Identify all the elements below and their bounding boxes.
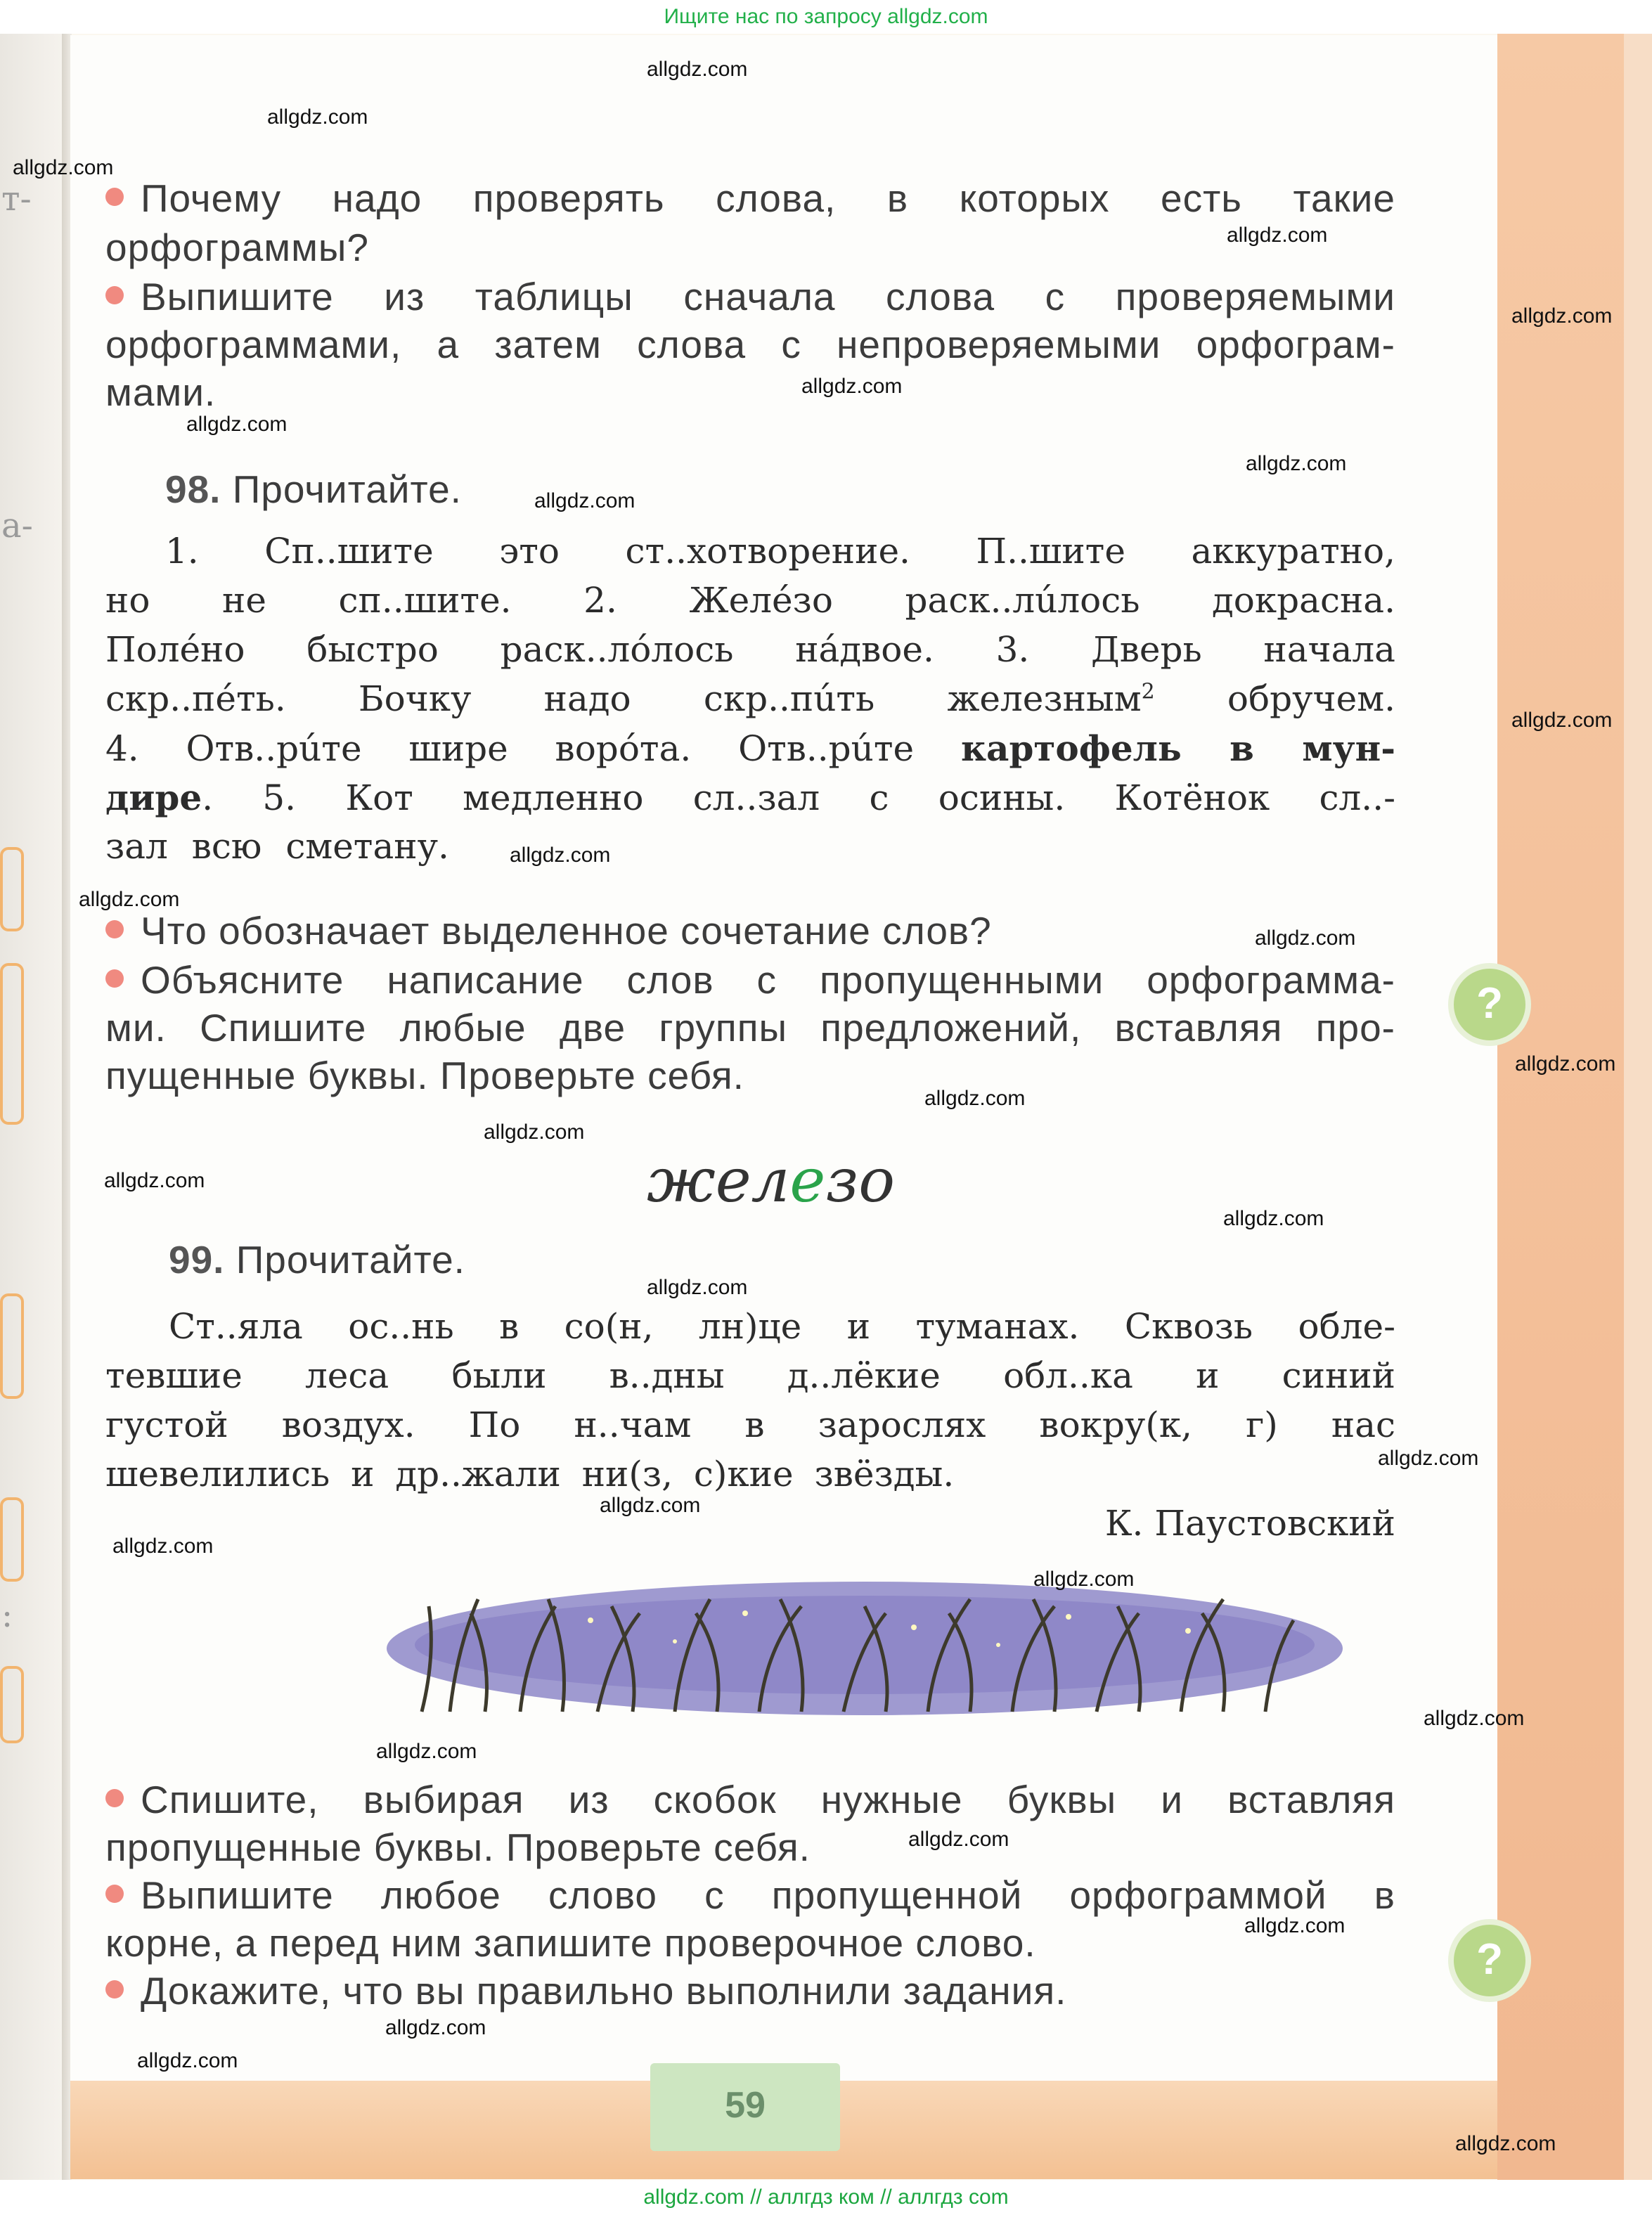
- bullet-icon: [105, 188, 124, 206]
- ex98-line: 4. Отв..рúте шире ворóта. Отв..рúте картофель в мун-: [105, 728, 1395, 769]
- question-icon: ?: [1448, 1919, 1531, 2002]
- ex99-bullet-2-cont: корне, а перед ним запишите проверочное слово.: [105, 1921, 1036, 1965]
- left-edge-fragment: т-: [1, 179, 32, 219]
- ex99-line: шевелились и др..жали ни(з, с)кие звёзды.: [105, 1454, 955, 1494]
- watermark[interactable]: allgdz.com: [1378, 1447, 1479, 1470]
- ex98-line: но не сп..шите. 2. Желéзо раск..лúлось докрасна.: [105, 580, 1395, 621]
- ex99-line: Ст..яла ос..нь в со(н, лн)це и туманах. Сквозь обле-: [169, 1306, 1395, 1347]
- watermark[interactable]: allgdz.com: [1244, 1914, 1346, 1937]
- ex98-bullet-2: Объясните написание слов с пропущенными орфограмма-: [105, 957, 1395, 1002]
- watermark[interactable]: allgdz.com: [1511, 709, 1613, 732]
- intro-bullet-1-cont: орфограммы?: [105, 226, 369, 269]
- watermark[interactable]: allgdz.com: [79, 888, 180, 911]
- watermark[interactable]: allgdz.com: [13, 156, 114, 179]
- left-page-tab: [0, 1666, 24, 1743]
- ex98-line: зал всю сметану.: [105, 826, 449, 867]
- watermark[interactable]: allgdz.com: [376, 1740, 477, 1763]
- ex99-bullet-2: Выпишите любое слово с пропущенной орфограммой в: [105, 1873, 1395, 1918]
- highlighted-phrase: дире: [105, 777, 202, 818]
- ex99-bullet-3: Докажите, что вы правильно выполнили задания.: [105, 1968, 1395, 2013]
- left-page-tab: [0, 963, 24, 1125]
- exercise-number: 98.: [165, 467, 221, 511]
- intro-bullet-2-cont: орфограммами, а затем слова с непроверяемыми орфограм-: [105, 323, 1395, 366]
- ex99-line: тевшие леса были в..дны д..лёкие обл..ка и синий: [105, 1355, 1395, 1396]
- night-grass-illustration: [380, 1578, 1350, 1719]
- watermark[interactable]: allgdz.com: [385, 2016, 486, 2039]
- footnote-mark: 2: [1141, 679, 1155, 704]
- watermark[interactable]: allgdz.com: [1223, 1207, 1324, 1230]
- intro-bullet-2: Выпишите из таблицы сначала слова с проверяемыми: [105, 274, 1395, 319]
- highlighted-phrase: картофель в мун-: [960, 728, 1395, 769]
- left-edge-fragment: а-: [1, 506, 33, 545]
- bullet-icon: [105, 1980, 124, 1998]
- watermark[interactable]: allgdz.com: [186, 413, 288, 436]
- exercise-title: Прочитайте.: [235, 1238, 465, 1281]
- ex98-line: скр..пéть. Бочку надо скр..пúть железным$^2$ обручем.: [105, 678, 1395, 719]
- bullet-icon: [105, 286, 124, 304]
- watermark[interactable]: allgdz.com: [1515, 1052, 1616, 1076]
- watermark[interactable]: allgdz.com: [1455, 2132, 1556, 2155]
- bullet-icon: [105, 1885, 124, 1903]
- ex98-line: Полéно быстро раск..лóлось нáдвое. 3. Дверь начала: [105, 629, 1395, 670]
- watermark[interactable]: allgdz.com: [267, 105, 368, 129]
- watermark[interactable]: allgdz.com: [801, 375, 903, 398]
- watermark[interactable]: allgdz.com: [1255, 926, 1356, 950]
- watermark[interactable]: allgdz.com: [510, 844, 611, 867]
- left-page-tab: [0, 1293, 24, 1399]
- watermark[interactable]: allgdz.com: [924, 1087, 1026, 1110]
- exercise-number: 99.: [169, 1238, 225, 1281]
- right-page-edge: [1624, 34, 1652, 2180]
- ex99-line: густой воздух. По н..чам в зарослях вокру(к, г) нас: [105, 1404, 1395, 1445]
- watermark[interactable]: allgdz.com: [534, 489, 635, 512]
- top-banner[interactable]: Ищите нас по запросу allgdz.com: [0, 0, 1652, 34]
- bullet-icon: [105, 969, 124, 988]
- watermark[interactable]: allgdz.com: [647, 58, 748, 81]
- left-page-tab: [0, 1497, 24, 1582]
- bottom-banner[interactable]: allgdz.com // аллгдз ком // аллгдз com: [0, 2180, 1652, 2215]
- watermark[interactable]: allgdz.com: [908, 1828, 1009, 1851]
- watermark[interactable]: allgdz.com: [1511, 304, 1613, 328]
- watermark[interactable]: allgdz.com: [1246, 452, 1347, 475]
- watermark[interactable]: allgdz.com: [1033, 1568, 1135, 1591]
- page-number: 59: [725, 2085, 766, 2126]
- ex98-line: дире. 5. Кот медленно сл..зал с осины. Котёнок сл..-: [105, 777, 1395, 818]
- left-page-tab: [0, 847, 24, 931]
- ex98-bullet-1: Что обозначает выделенное сочетание слов?: [105, 908, 1395, 953]
- exercise-title: Прочитайте.: [232, 467, 462, 511]
- left-edge-fragment: :: [1, 1596, 13, 1635]
- watermark[interactable]: allgdz.com: [1424, 1707, 1525, 1730]
- watermark[interactable]: allgdz.com: [112, 1535, 214, 1558]
- watermark[interactable]: allgdz.com: [1227, 224, 1328, 247]
- ex99-bullet-1-cont: пропущенные буквы. Проверьте себя.: [105, 1826, 811, 1869]
- ex99-bullet-1: Спишите, выбирая из скобок нужные буквы и вставляя: [105, 1777, 1395, 1822]
- question-icon: ?: [1448, 963, 1531, 1046]
- bullet-icon: [105, 920, 124, 938]
- watermark[interactable]: allgdz.com: [484, 1121, 585, 1144]
- poem-author: К. Паустовский: [1104, 1503, 1395, 1544]
- ex98-bullet-2-cont: ми. Спишите любые две группы предложений, вставляя про-: [105, 1006, 1395, 1050]
- watermark[interactable]: allgdz.com: [137, 2049, 238, 2072]
- ex98-bullet-2-cont: пущенные буквы. Проверьте себя.: [105, 1054, 744, 1097]
- intro-bullet-1: Почему надо проверять слова, в которых есть такие: [105, 176, 1395, 221]
- ex98-line: 1. Сп..шите это ст..хотворение. П..шите аккуратно,: [165, 531, 1395, 571]
- intro-bullet-2-cont: мами.: [105, 370, 217, 414]
- watermark[interactable]: allgdz.com: [647, 1276, 748, 1299]
- watermark[interactable]: allgdz.com: [600, 1494, 701, 1517]
- handwritten-word: железо: [647, 1146, 896, 1216]
- exercise-99-header: [169, 1237, 1459, 1282]
- watermark[interactable]: allgdz.com: [104, 1169, 205, 1192]
- bullet-icon: [105, 1789, 124, 1807]
